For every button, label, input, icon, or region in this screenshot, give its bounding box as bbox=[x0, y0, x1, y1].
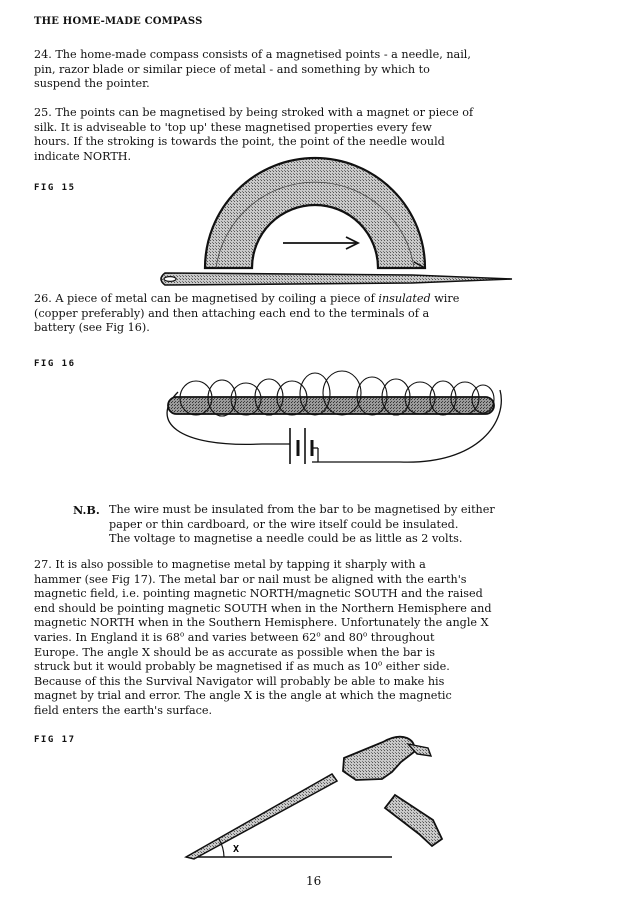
fig15-direction-arrow bbox=[283, 237, 358, 249]
paragraph-24: 24. The home-made compass consists of a magnetised points - a needle, nail, pin, razor blade or similar piece of metal - and something by which to suspend the pointer. bbox=[34, 48, 471, 91]
p27-text-c: and 80 bbox=[320, 630, 363, 644]
paragraph-25: 25. The points can be magnetised by being stroked with a magnet or piece of silk. It is adviseable to 'top up' these magnetised properties every few hours. If the stroking is towards the point, the point of the needle would indicate NORTH. bbox=[34, 106, 474, 163]
fig17-hammer bbox=[343, 737, 442, 846]
p26-text-b: wire (copper preferably) and then attaching each end to the terminals of a battery (see Fig 16). bbox=[34, 292, 460, 335]
fig15-label: FIG 15 bbox=[34, 183, 76, 193]
p27-text-d: throughout Europe. The angle X should be as accurate as possible when the bar is struck but it would probably be magnetised if as much as 10 bbox=[34, 630, 436, 674]
fig16-label: FIG 16 bbox=[34, 359, 76, 369]
p27-text-e: either side. Because of this the Survival Navigator will probably be able to make his magnet by trial and error. The angle X is the angle at which the magnetic field enters the earth's surface. bbox=[34, 660, 452, 717]
fig17-metal-bar bbox=[186, 774, 337, 859]
fig16-battery bbox=[290, 428, 318, 464]
p27-text-a: 27. It is also possible to magnetise metal by tapping it sharply with a hammer (see Fig 17). The metal bar or nail must be aligned with the earth's magnetic field, i.e. pointing magnetic NORTH/magnetic SOUTH and the raised end should be pointing magnetic SOUTH when in the Northern Hemisphere and magnetic NORTH when in the Southern Hemisphere. Unfortunately the angle X varies. In England it is 68 bbox=[34, 558, 492, 644]
p26-text-a: 26. A piece of metal can be magnetised by coiling a piece of bbox=[34, 292, 379, 305]
page-heading: THE HOME-MADE COMPASS bbox=[34, 16, 203, 27]
nb-label: N.B. bbox=[73, 503, 100, 517]
page-number: 16 bbox=[306, 874, 322, 888]
fig15-needle bbox=[161, 273, 512, 285]
degree-sign: o bbox=[378, 659, 383, 668]
fig15-magnet bbox=[205, 158, 425, 268]
fig17-label: FIG 17 bbox=[34, 735, 76, 745]
degree-sign: o bbox=[316, 630, 321, 639]
fig17-angle-x-label: X bbox=[233, 844, 240, 855]
nb-text: The wire must be insulated from the bar to be magnetised by either paper or thin cardboard, or the wire itself could be insulated. The voltage to magnetise a needle could be as little as 2 volts. bbox=[109, 503, 495, 546]
p27-text-b: and varies between 62 bbox=[184, 630, 317, 644]
degree-sign: o bbox=[180, 630, 185, 639]
degree-sign: o bbox=[362, 630, 368, 639]
p26-italic-word: insulated bbox=[378, 292, 431, 305]
